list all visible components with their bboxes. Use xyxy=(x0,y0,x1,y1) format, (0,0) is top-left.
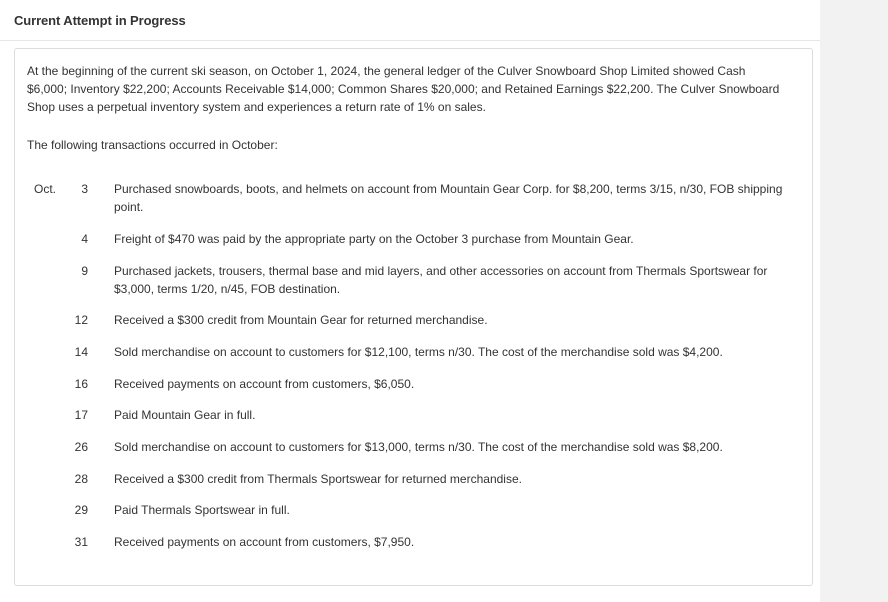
transaction-day: 16 xyxy=(74,377,88,391)
transaction-description: Received a $300 credit from Thermals Sportswear for returned merchandise. xyxy=(114,472,522,486)
transaction-day: 31 xyxy=(74,535,88,549)
transaction-description: Sold merchandise on account to customers for $12,100, terms n/30. The cost of the merchandise sold was $4,200. xyxy=(114,345,723,359)
transaction-description: Received payments on account from customers, $7,950. xyxy=(114,535,415,549)
transaction-day: 14 xyxy=(74,345,88,359)
transaction-description: Purchased jackets, trousers, thermal base and mid layers, and other accessories on account from Thermals Sportswear for $3,000, terms 1/20, n/45, FOB destination. xyxy=(114,264,768,296)
problem-intro: At the beginning of the current ski season, on October 1, 2024, the general ledger of the Culver Snowboard Shop Limited showed Cash $6,000; Inventory $22,200; Accounts Receivable $14,000; Common Shares $20,000; and Retained Earnings $22,200. The Culver Snowboard Shop uses a perpetual inventory system and experiences a return rate of 1% on sales. xyxy=(27,64,780,114)
problem-card xyxy=(14,48,813,586)
transaction-description: Freight of $470 was paid by the appropriate party on the October 3 purchase from Mountain Gear. xyxy=(114,232,634,246)
transaction-description: Paid Thermals Sportswear in full. xyxy=(114,503,290,517)
transaction-day: 4 xyxy=(81,232,88,246)
transaction-description: Received payments on account from customers, $6,050. xyxy=(114,377,415,391)
transaction-day: 29 xyxy=(74,503,88,517)
transaction-description: Paid Mountain Gear in full. xyxy=(114,408,256,422)
content-area xyxy=(0,41,820,602)
transactions-lead: The following transactions occurred in October: xyxy=(27,138,278,152)
transaction-description: Sold merchandise on account to customers for $13,000, terms n/30. The cost of the merchandise sold was $8,200. xyxy=(114,440,723,454)
transaction-day: 3 xyxy=(81,182,88,196)
transaction-description: Purchased snowboards, boots, and helmets on account from Mountain Gear Corp. for $8,200, terms 3/15, n/30, FOB shipping point. xyxy=(114,182,783,214)
transaction-day: 26 xyxy=(74,440,88,454)
transaction-description: Received a $300 credit from Mountain Gear for returned merchandise. xyxy=(114,313,488,327)
header-bar xyxy=(0,0,820,41)
transaction-month: Oct. xyxy=(34,182,57,196)
transaction-day: 17 xyxy=(74,408,88,422)
transaction-day: 9 xyxy=(81,264,88,278)
transaction-day: 28 xyxy=(74,472,88,486)
page-title: Current Attempt in Progress xyxy=(14,13,186,28)
transaction-day: 12 xyxy=(74,313,88,327)
